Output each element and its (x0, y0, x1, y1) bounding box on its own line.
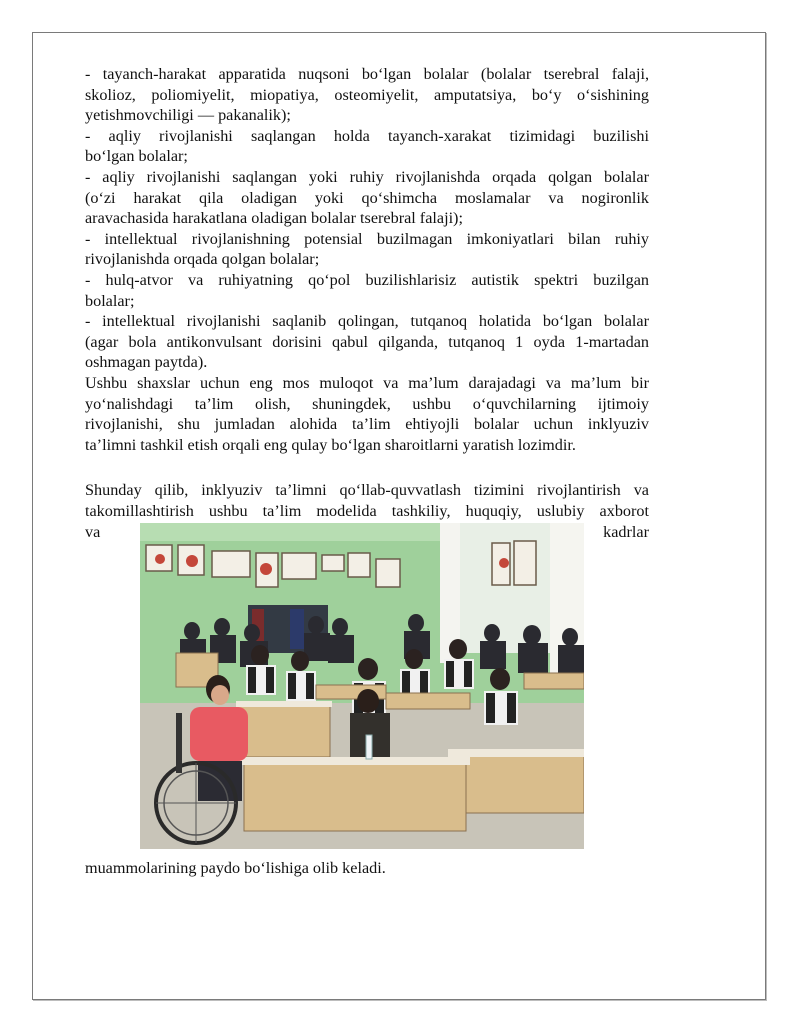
text-line: bolalar; (85, 291, 135, 310)
text-line: aravachasida harakatlana oladigan bolalar tserebral falaji); (85, 209, 463, 228)
text-line: takomillashtirish ushbu ta’lim modelida tashkiliy, huquqiy, uslubiy axborot (85, 501, 649, 520)
body-text-block (85, 64, 649, 455)
wrapped-word-left: va (85, 523, 101, 541)
wrapped-word-right: kadrlar (603, 523, 649, 541)
text-line: - intellektual rivojlanishning potensial buzilmagan imkoniyatlari bilan ruhiy (85, 229, 649, 248)
text-line: - intellektual rivojlanishi saqlanib qolingan, tutqanoq holatida bo‘lgan bolalar (85, 312, 649, 331)
text-line: (o‘zi harakat qila oladigan yoki qo‘shimcha moslamalar va nogironlik (85, 188, 649, 207)
text-line: yetishmovchiligi — pakanalik); (85, 106, 291, 125)
closing-line: muammolarining paydo bo‘lishiga olib keladi. (85, 859, 386, 877)
text-line: yo‘nalishdagi ta’lim olish, shuningdek, ushbu o‘quvchilarning ijtimoiy (85, 394, 649, 413)
text-line: Shunday qilib, inklyuziv ta’limni qo‘llab-quvvatlash tizimini rivojlantirish va (85, 481, 649, 499)
text-line: Ushbu shaxslar uchun eng mos muloqot va ma’lum darajadagi va ma’lum bir (85, 373, 649, 392)
text-line: - aqliy rivojlanishi saqlangan yoki ruhiy rivojlanishda orqada qolgan bolalar (85, 167, 649, 186)
text-line: - tayanch-harakat apparatida nuqsoni bo‘lgan bolalar (bolalar tserebral falaji, (85, 65, 649, 83)
text-line: ta’limni tashkil etish orqali eng qulay bo‘lgan sharoitlarni yaratish lozimdir. (85, 435, 576, 454)
text-line: (agar bola antikonvulsant dorisini qabul qilganda, tutqanoq 1 oyda 1-martadan (85, 332, 649, 351)
body-text-block-2 (85, 480, 649, 521)
classroom-photo (140, 523, 584, 849)
text-line: oshmagan paytda). (85, 353, 208, 372)
text-line: - hulq-atvor va ruhiyatning qo‘pol buzilishlarisiz autistik spektri buzilgan (85, 270, 649, 289)
text-line: rivojlanishi, shu jumladan alohida ta’lim ehtiyojli bolalar uchun inklyuziv (85, 415, 649, 434)
text-line: rivojlanishda orqada qolgan bolalar; (85, 250, 320, 269)
text-line: skolioz, poliomiyelit, miopatiya, osteomiyelit, amputatsiya, bo‘y o‘sishining (85, 85, 649, 104)
classroom-photo-icon (140, 523, 584, 849)
text-line: - aqliy rivojlanishi saqlangan holda tayanch-xarakat tizimidagi buzilishi (85, 126, 649, 145)
text-line: bo‘lgan bolalar; (85, 147, 188, 166)
